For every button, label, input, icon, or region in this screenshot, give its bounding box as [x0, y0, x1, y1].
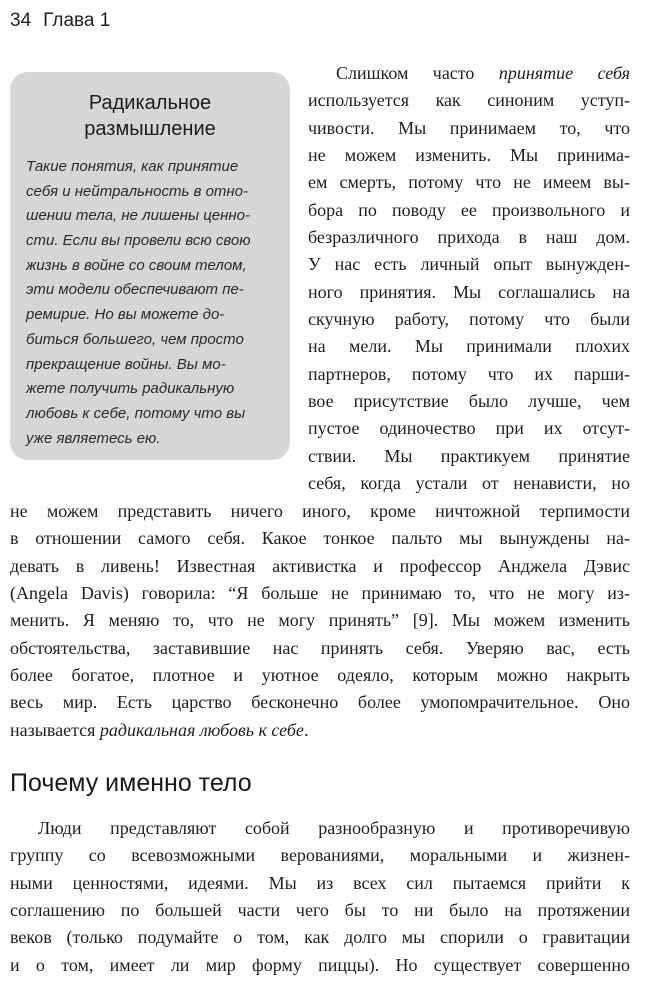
body-line: ного принятия. Мы соглашались на [308, 281, 630, 302]
body-line [308, 60, 630, 87]
section-heading: Почему именно тело [10, 769, 252, 797]
sidebar-title [0, 90, 300, 142]
body-line: более богатое, плотное и уютное одеяло, которым можно накрыть [10, 665, 630, 686]
body-line-text: . [303, 719, 309, 740]
body-line: девать в ливень! Известная активистка и профессор Анджела Дэвис [10, 555, 630, 576]
body-line-text: называется [10, 719, 100, 740]
body-line: менить. Я меняю то, что не могу принять” [9]. Мы можем изменить [10, 610, 630, 631]
body-line: безразличного прихода в наш дом. [308, 227, 630, 248]
body-line: Люди представляют собой разнообразную и противоречивую [38, 818, 630, 838]
body-line-text: Слишком часто [336, 63, 499, 83]
sidebar-line: себя и нейтральность в отно- [26, 182, 249, 200]
body-line: не можем представить ничего иного, кроме ничтожной терпимости [10, 501, 630, 521]
body-line: бора по поводу ее произвольного и [308, 199, 630, 220]
body-line: себя, когда устали от ненависти, но [308, 473, 630, 494]
sidebar-line: шении тела, не лишены ценно- [26, 207, 250, 225]
body-line [10, 717, 630, 744]
body-line: соглашению по большей части чего бы то ни было на протяжении [10, 900, 630, 921]
body-line: в отношении самого себя. Какое тонкое пальто мы вынуждены на- [10, 528, 630, 549]
full-width-paragraph [10, 498, 630, 744]
body-line: на мели. Мы принимали плохих [308, 336, 630, 357]
running-header [10, 9, 110, 33]
sidebar-title-line: размышление [84, 118, 216, 140]
body-line: не можем изменить. Мы принима- [308, 145, 630, 166]
sidebar-line: ремирие. Но вы можете до- [26, 306, 225, 324]
page-number: 34 [10, 10, 32, 31]
sidebar-line: прекращение войны. Вы мо- [26, 355, 226, 373]
body-line: вое присутствие было лучше, чем [308, 391, 630, 412]
sidebar-line: жете получить радикальную [26, 380, 235, 398]
sidebar-line: любовь к себе, потому что вы [26, 404, 246, 422]
body-line: ем смерть, потому что не имеем вы- [308, 172, 630, 193]
sidebar-line: биться большего, чем просто [26, 330, 244, 348]
body-line: ными ценностями, идеями. Мы из всех сил пытаемся прийти к [10, 872, 630, 893]
body-line: чивости. Мы принимаем то, что [308, 117, 630, 138]
sidebar-title-line: Радикальное [88, 92, 212, 114]
body-line: партнеров, потому что их парши- [308, 363, 630, 384]
sidebar-line: жизнь в войне со своим телом, [26, 256, 247, 274]
body-line: У нас есть личный опыт вынужден- [308, 254, 630, 275]
body-line: и о том, имеет ли мир форму пиццы). Но существует совершенно [10, 954, 630, 975]
body-line: весь мир. Есть царство бесконечно более умопомрачительное. Оно [10, 692, 630, 713]
body-line: пустое одиночество при их отсут- [308, 418, 630, 439]
sidebar-line: Такие понятия, как принятие [26, 158, 239, 175]
body-line: группу со всевозможными верованиями, моральными и жизнен- [10, 845, 630, 866]
body-line: (Angela Davis) говорила: “Я больше не принимаю то, что не могу из- [10, 583, 630, 604]
body-line: обстоятельства, заставившие нас принять себя. Уверяю вас, есть [10, 637, 630, 658]
sidebar-line: эти модели обеспечивают пе- [26, 281, 244, 299]
emphasis-text: радикальная любовь к себе [99, 719, 304, 740]
body-line: веков (только подумайте о том, как долго мы спорили о гравитации [10, 927, 630, 948]
body-line: используется как синоним уступ- [308, 90, 630, 111]
sidebar-text [26, 155, 286, 451]
right-column-text [308, 60, 630, 498]
body-line: скучную работу, потому что были [308, 309, 630, 330]
body-line: ствии. Мы практикуем принятие [308, 445, 630, 466]
chapter-title: Глава 1 [43, 10, 111, 31]
sidebar-line: сти. Если вы провели всю свою [26, 232, 251, 250]
section-paragraph [10, 815, 630, 979]
emphasis-text: принятие себя [498, 63, 630, 83]
sidebar-line: уже являетесь ею. [26, 429, 161, 447]
